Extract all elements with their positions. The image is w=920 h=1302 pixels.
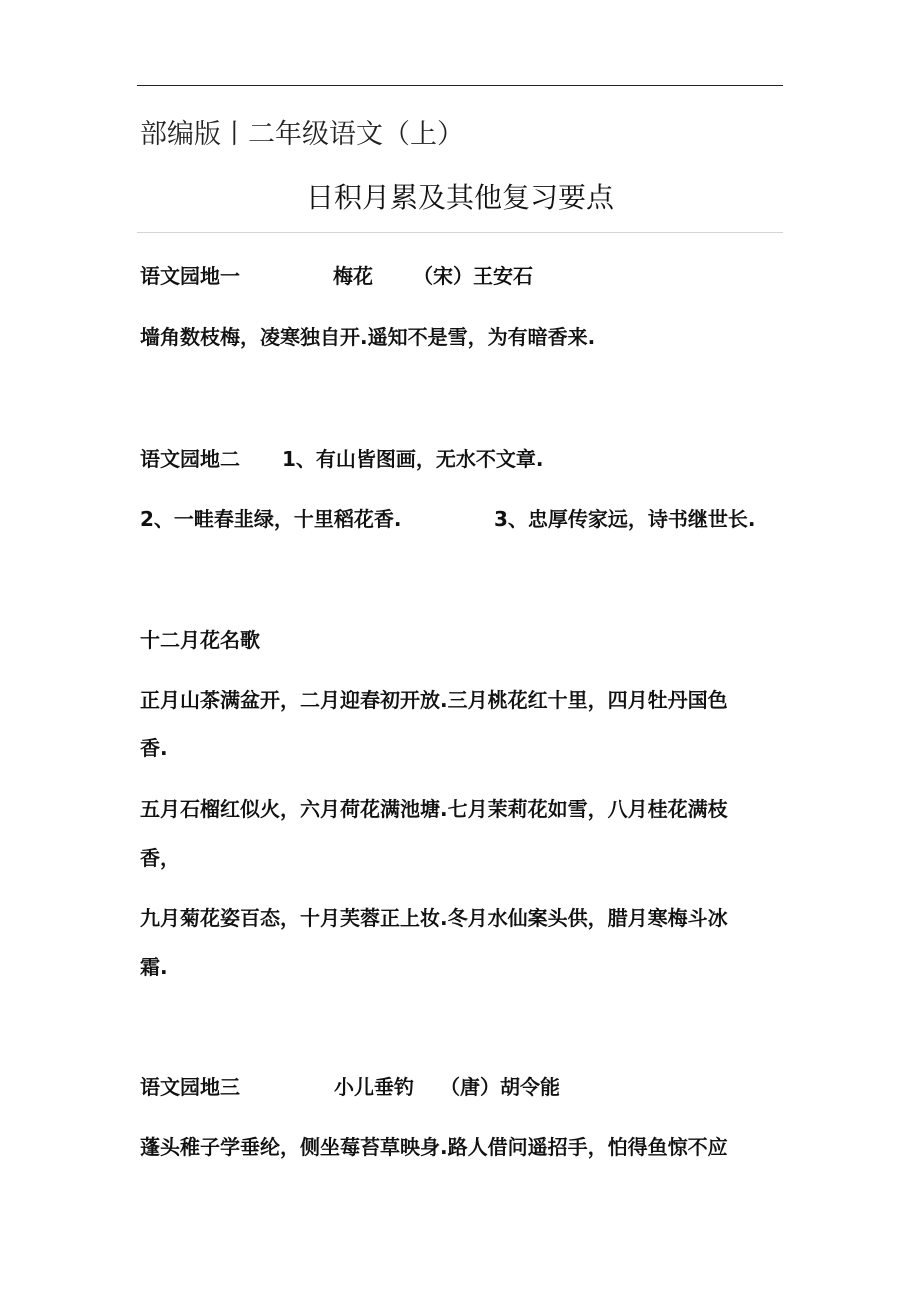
poem-author: （宋）王安石 <box>413 264 533 288</box>
header-text: 部编版丨二年级语文（上） <box>140 119 464 150</box>
song-line: 香， <box>140 846 180 870</box>
section-heading: 十二月花名歌 <box>140 628 260 652</box>
song-line: 九月菊花姿百态，十月芙蓉正上妆.冬月水仙案头供，腊月寒梅斗冰 <box>140 906 728 930</box>
poem-text: 蓬头稚子学垂纶，侧坐莓苔草映身.路人借问遥招手，怕得鱼惊不应 <box>140 1135 728 1159</box>
poem-author: （唐）胡令能 <box>440 1075 560 1099</box>
song-line: 五月石榴红似火，六月荷花满池塘.七月茉莉花如雪，八月桂花满枝 <box>140 797 728 821</box>
saying-item-1: 1、有山皆图画，无水不文章. <box>282 447 544 471</box>
poem-text: 墙角数枝梅，凌寒独自开.遥知不是雪，为有暗香来. <box>140 325 596 349</box>
section-heading: 语文园地二 <box>140 447 240 471</box>
section-heading: 语文园地三 <box>140 1075 240 1099</box>
song-line: 霜. <box>140 955 168 979</box>
saying-item-3: 3、忠厚传家远，诗书继世长. <box>494 507 756 531</box>
title-divider <box>137 232 783 233</box>
song-line: 香. <box>140 736 168 760</box>
poem-title: 小儿垂钓 <box>334 1075 414 1099</box>
poem-title: 梅花 <box>333 264 373 288</box>
section-heading: 语文园地一 <box>140 264 240 288</box>
header-rule <box>137 85 783 86</box>
saying-item-2: 2、一畦春韭绿，十里稻花香. <box>140 507 402 531</box>
page-title: 日积月累及其他复习要点 <box>305 181 614 214</box>
song-line: 正月山茶满盆开，二月迎春初开放.三月桃花红十里，四月牡丹国色 <box>140 688 728 712</box>
